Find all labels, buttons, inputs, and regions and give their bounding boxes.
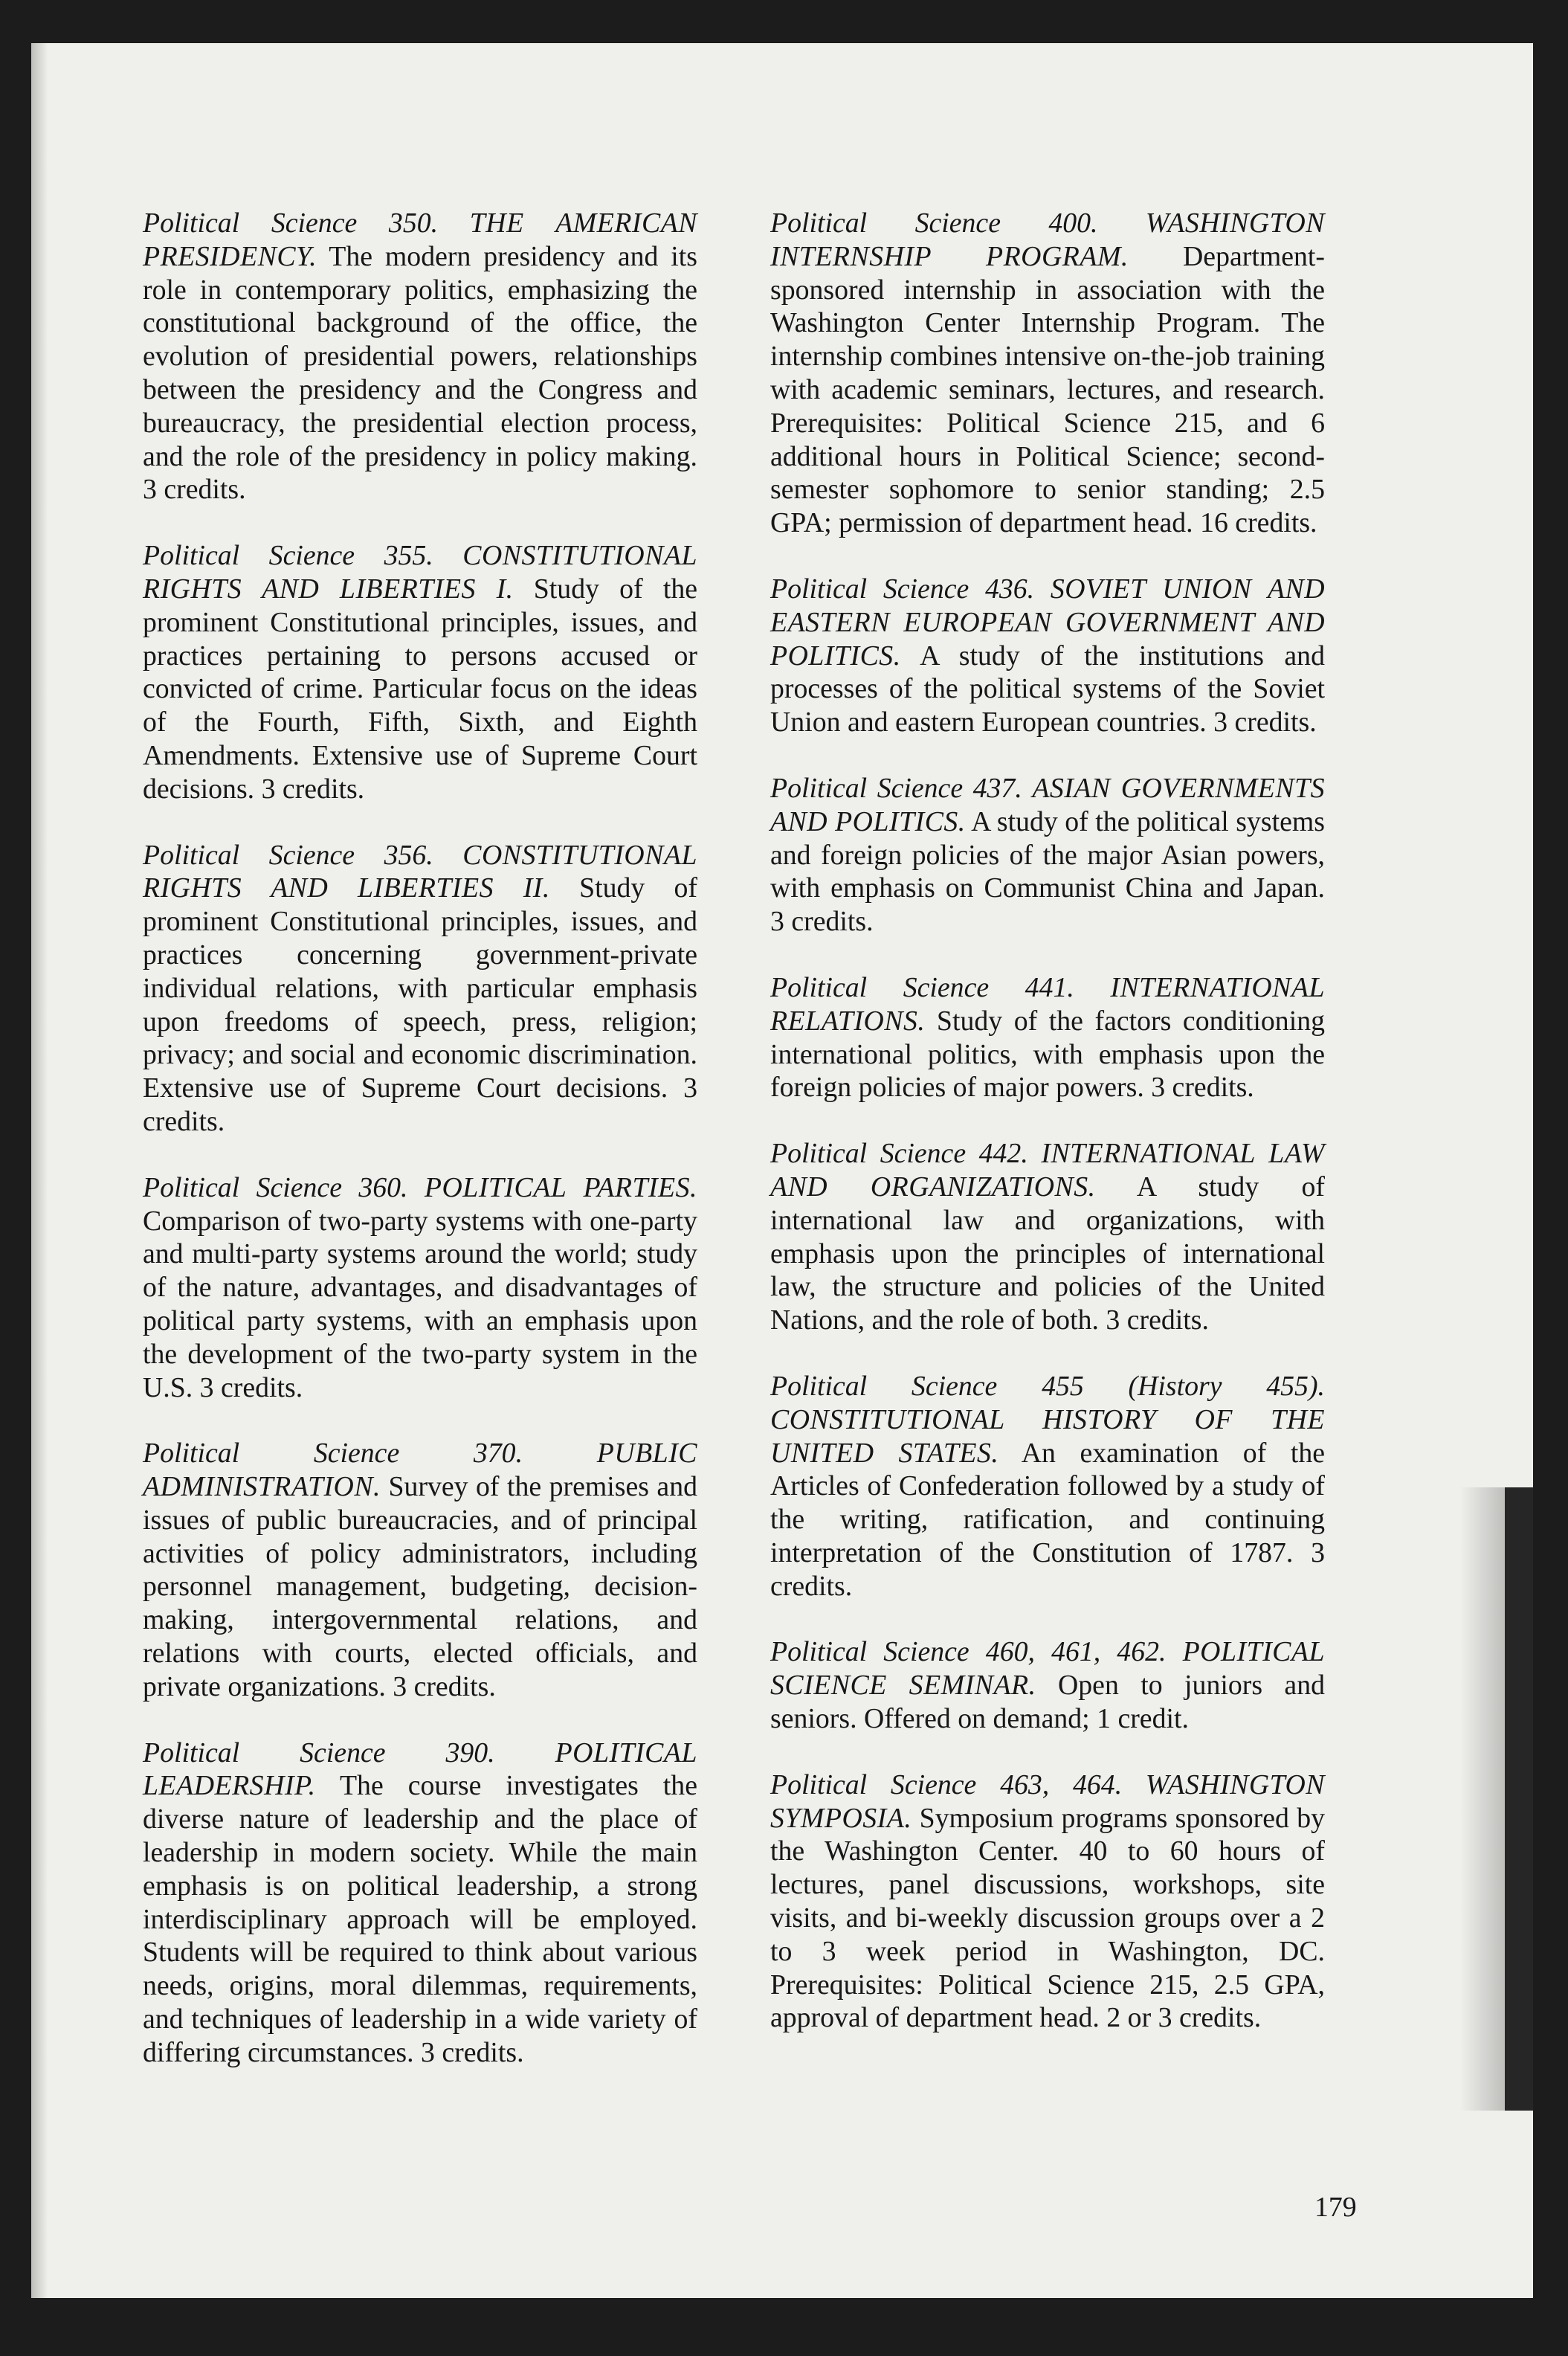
course-entry [770,207,1325,540]
course-id: Political Science 436. [770,573,1035,605]
course-description: A study of the institutions and processes of the political systems of the Soviet Union and eastern European countries. 3 credits. [770,640,1325,738]
course-entry [770,772,1325,939]
page-gutter-shadow [31,43,48,2298]
course-entry [143,839,697,1139]
course-description: Study of prominent Constitutional principles, issues, and practices concerning government-private individual relations, with particular emphasis upon freedoms of speech, press, religion; privacy; and social and economic discrimination. Extensive use of Supreme Court decisions. 3 credits. [143,872,698,1137]
course-title: POLITICAL PARTIES. [424,1171,697,1203]
course-id: Political Science 390. [143,1737,495,1768]
course-entry [143,207,697,506]
course-entry [770,1768,1325,2035]
course-description: An examination of the Articles of Confederation followed by a study of the writing, ratification, and continuing interpretation of the Constitution of 1787. 3 credits. [770,1437,1325,1602]
course-entry [770,1370,1325,1603]
course-id: Political Science 350. [143,207,439,239]
course-title: ASIAN GOVERNMENTS AND POLITICS. [770,772,1325,837]
course-title: INTERNATIONAL RELATIONS. [770,971,1325,1037]
course-title: INTERNATIONAL LAW AND ORGANIZATIONS. [770,1138,1325,1203]
course-id: Political Science 441. [770,971,1074,1003]
course-id: Political Science 442. [770,1138,1028,1170]
course-description: Open to juniors and seniors. Offered on demand; 1 credit. [770,1670,1325,1735]
course-description: Study of the factors conditioning international politics, with emphasis upon the foreign policies of major powers. 3 credits. [770,1005,1325,1104]
course-entry [143,1171,697,1405]
course-entry [143,539,697,805]
course-description: Study of the prominent Constitutional principles, issues, and practices pertaining to persons accused or convicted of crime. Particular focus on the ideas of the Fourth, Fifth, Sixth, and Eighth Amendments. Extensive use of Supreme Court decisions. 3 credits. [143,573,697,805]
course-description: Department-sponsored internship in association with the Washington Center Internship Program. The internship combines intensive on-the-job training with academic seminars, lectures, and research. Prerequisites: Political Science 215, and 6 additional hours in Political Science; second-semester sophomore to senior standing; 2.5 GPA; permission of department head. 16 credits. [770,240,1326,539]
course-entry [143,1737,697,2070]
course-title: WASHINGTON INTERNSHIP PROGRAM. [770,207,1325,272]
course-id: Political Science 437. [770,772,1022,804]
course-description: A study of the political systems and foreign policies of the major Asian powers, with emphasis on Communist China and Japan. 3 credits. [770,805,1325,938]
course-title: CONSTITUTIONAL RIGHTS AND LIBERTIES II. [143,839,697,904]
course-id: Political Science 463, 464. [770,1768,1123,1800]
thumb-index-shadow [1460,1487,1505,2111]
course-title: CONSTITUTIONAL HISTORY OF THE UNITED STATES. [770,1403,1325,1469]
page-number: 179 [1314,2192,1357,2223]
course-id: Political Science 355. [143,540,433,572]
course-entry [770,1137,1325,1337]
course-entry [770,573,1325,739]
course-id: Political Science 360. [143,1171,408,1203]
course-description: A study of international law and organizations, with emphasis upon the principles of international law, the structure and policies of the United Nations, and the role of both. 3 credits. [770,1171,1325,1336]
right-column [770,207,1325,2067]
left-column [143,207,697,2102]
catalog-page [31,43,1533,2298]
course-description: Symposium programs sponsored by the Washington Center. 40 to 60 hours of lectures, panel discussions, workshops, site visits, and bi-weekly discussion groups over a 2 to 3 week period in Washington, DC. Prerequisites: Political Science 215, 2.5 GPA, approval of department head. 2 or 3 credits. [770,1802,1325,2034]
course-title: POLITICAL LEADERSHIP. [143,1737,697,1802]
course-id: Political Science 356. [143,839,433,871]
course-entry [770,971,1325,1104]
course-title: SOVIET UNION AND EASTERN EUROPEAN GOVERNMENT AND POLITICS. [770,573,1326,672]
course-id: Political Science 460, 461, 462. [770,1636,1167,1668]
course-id: Political Science 400. [770,207,1098,239]
course-entry [770,1635,1325,1735]
course-id: Political Science 370. [143,1438,523,1470]
course-description: The course investigates the diverse nature of leadership and the place of leadership in modern society. While the main emphasis is on political leadership, a strong interdisciplinary approach will be employed. Students will be required to think about various needs, origins, moral dilemmas, requirements, and techniques of leadership in a wide variety of differing circumstances. 3 credits. [143,1770,697,2068]
course-description: The modern presidency and its role in contemporary politics, emphasizing the constitutional background of the office, the evolution of presidential powers, relationships between the presidency and the Congress and bureaucracy, the presidential election process, and the role of the presidency in policy making. 3 credits. [143,240,697,506]
course-description: Comparison of two-party systems with one-party and multi-party systems around the world; study of the nature, advantages, and disadvantages of political party systems, with an emphasis upon the development of the two-party system in the U.S. 3 credits. [143,1205,697,1403]
course-title: POLITICAL SCIENCE SEMINAR. [770,1636,1325,1702]
course-title: WASHINGTON SYMPOSIA. [770,1768,1325,1834]
thumb-index-tab [1505,1487,1533,2111]
course-description: Survey of the premises and issues of public bureaucracies, and of principal activities of policy administrators, including personnel management, budgeting, decision-making, intergovernmental relations, and relations with courts, elected officials, and private organizations. 3 credits. [143,1471,697,1702]
course-id: Political Science 455 (History 455). [770,1370,1325,1402]
course-title: CONSTITUTIONAL RIGHTS AND LIBERTIES I. [143,540,697,605]
course-title: PUBLIC ADMINISTRATION. [143,1438,697,1503]
course-title: THE AMERICAN PRESIDENCY. [143,207,698,272]
course-entry [143,1437,697,1703]
